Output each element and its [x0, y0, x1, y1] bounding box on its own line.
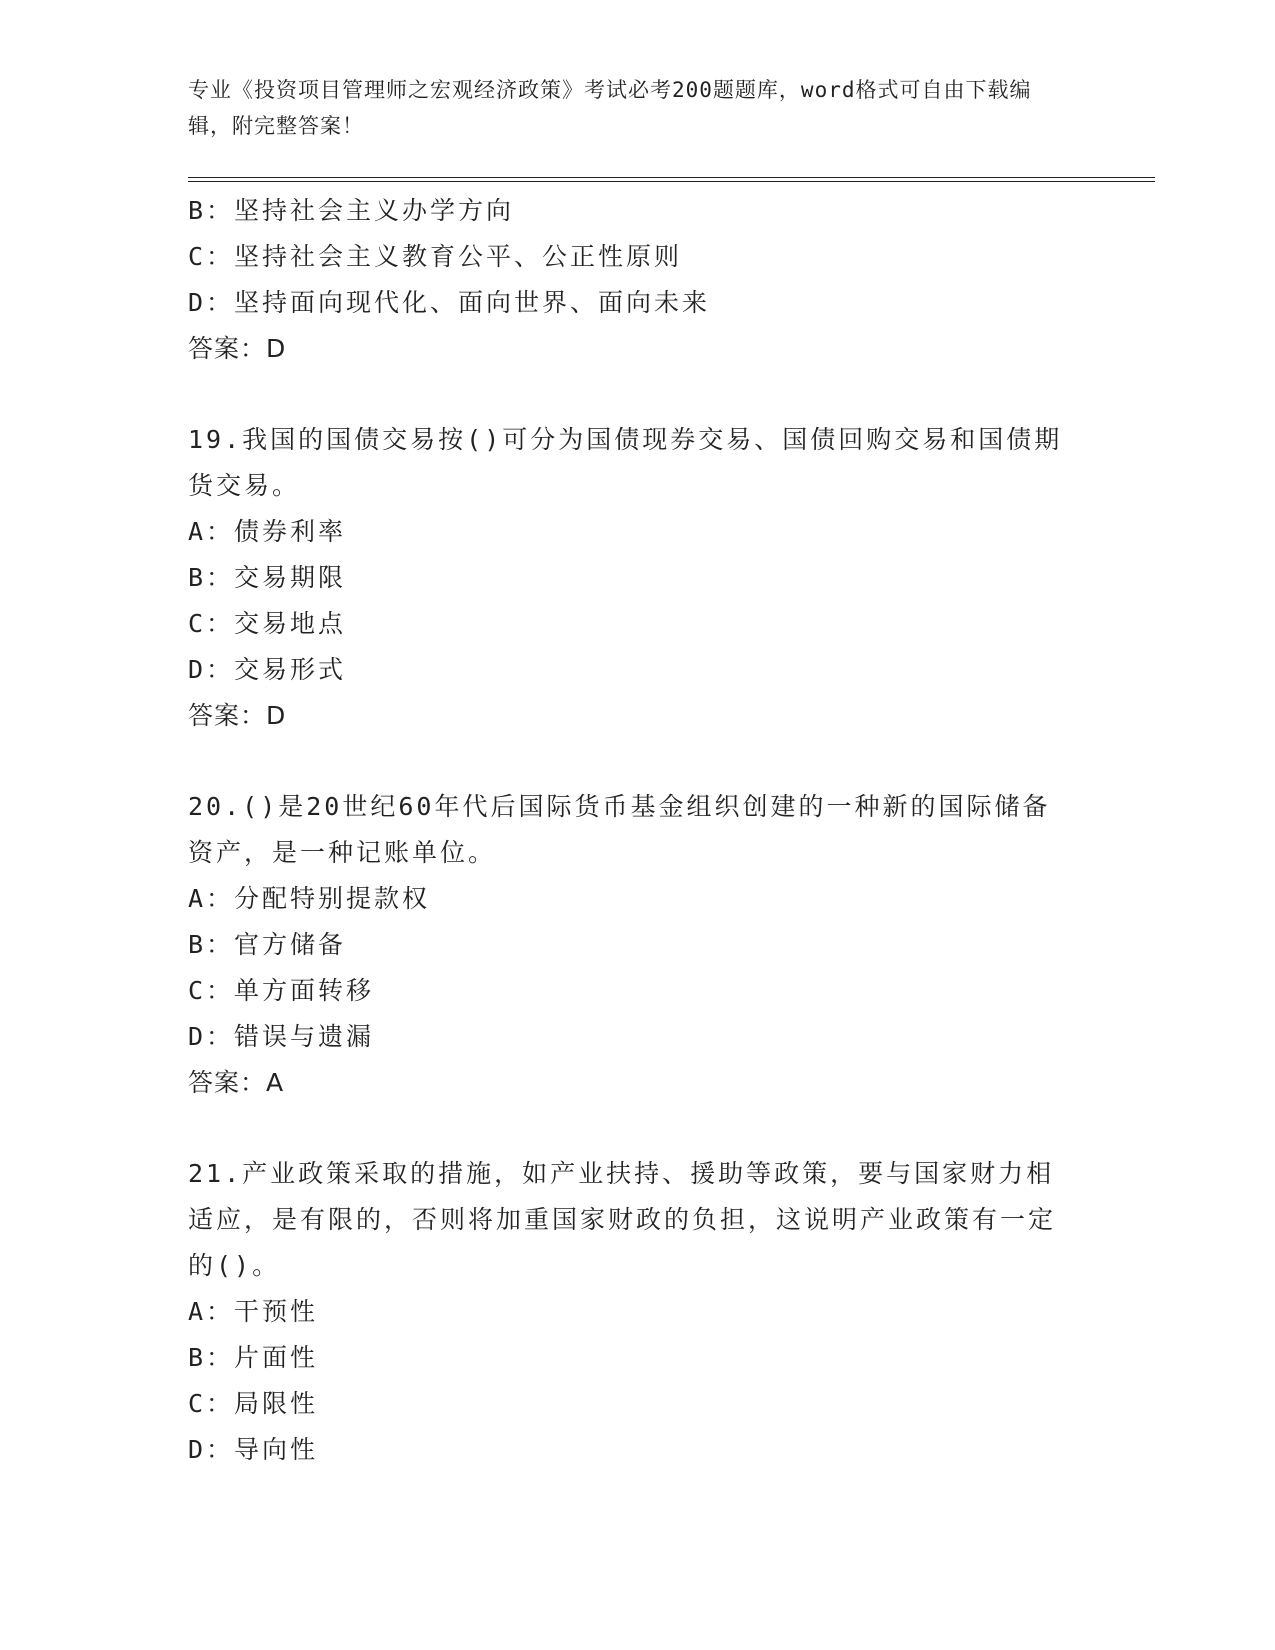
option-d: D：交易形式: [188, 655, 347, 684]
option-d: D：坚持面向现代化、面向世界、面向未来: [188, 288, 711, 317]
option-c: C：坚持社会主义教育公平、公正性原则: [188, 242, 683, 271]
option-b: B：交易期限: [188, 563, 347, 592]
option-b: B：官方储备: [188, 930, 347, 959]
question-20: [188, 784, 1088, 1106]
option-a: A：干预性: [188, 1297, 319, 1326]
option-c: C：单方面转移: [188, 976, 375, 1005]
option-b: B：坚持社会主义办学方向: [188, 196, 515, 225]
question-text: 21.产业政策采取的措施，如产业扶持、援助等政策，要与国家财力相适应，是有限的，否则将加重国家财政的负担，这说明产业政策有一定的()。: [188, 1159, 1057, 1280]
answer-line: 答案：D: [188, 701, 287, 730]
header-divider-bottom: [188, 181, 1155, 182]
question-partial: [188, 188, 1088, 372]
option-c: C：局限性: [188, 1389, 319, 1418]
document-header: 专业《投资项目管理师之宏观经济政策》考试必考200题题库，word格式可自由下载编辑，附完整答案！: [188, 78, 1032, 138]
question-21: [188, 1151, 1088, 1473]
option-d: D：错误与遗漏: [188, 1022, 375, 1051]
header-divider-top: [188, 177, 1155, 178]
option-d: D：导向性: [188, 1435, 319, 1464]
answer-line: 答案：A: [188, 1068, 285, 1097]
question-text: 20.()是20世纪60年代后国际货币基金组织创建的一种新的国际储备资产，是一种记账单位。: [188, 792, 1051, 867]
question-text: 19.我国的国债交易按()可分为国债现券交易、国债回购交易和国债期货交易。: [188, 425, 1063, 500]
option-b: B：片面性: [188, 1343, 319, 1372]
question-list: [188, 188, 1088, 1473]
option-c: C：交易地点: [188, 609, 347, 638]
answer-line: 答案：D: [188, 334, 287, 363]
option-a: A：债券利率: [188, 517, 347, 546]
option-a: A：分配特别提款权: [188, 884, 431, 913]
question-19: [188, 417, 1088, 739]
